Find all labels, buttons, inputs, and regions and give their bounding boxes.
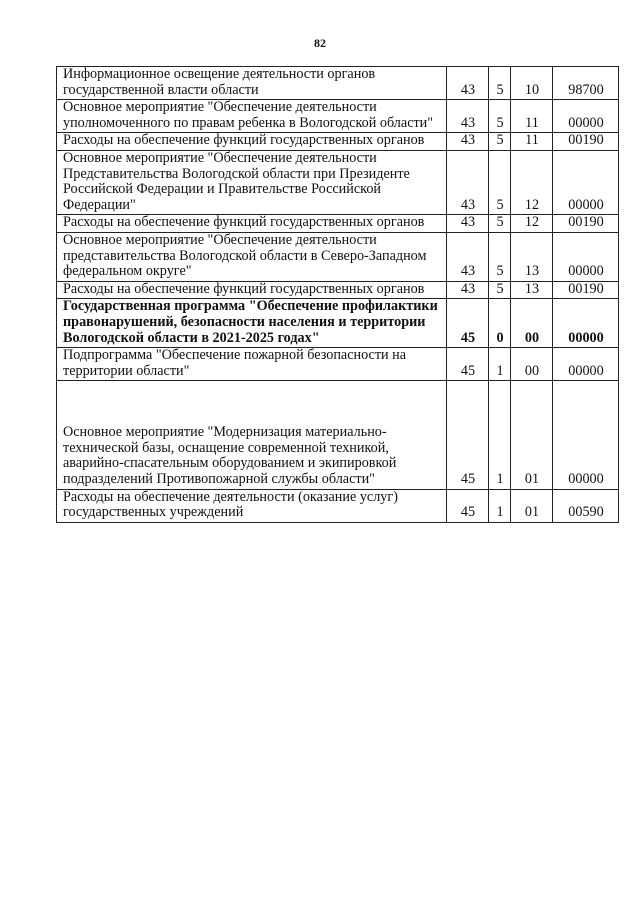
code-subprogram: 5 <box>489 133 511 151</box>
code-program: 45 <box>447 299 489 348</box>
budget-table <box>56 66 619 523</box>
code-direction: 00000 <box>553 232 619 281</box>
table-row <box>57 133 619 151</box>
item-name: Расходы на обеспечение деятельности (оказание услуг) государственных учреждений <box>57 489 447 522</box>
code-direction: 98700 <box>553 67 619 100</box>
table-row <box>57 381 619 489</box>
code-program: 45 <box>447 381 489 489</box>
code-subprogram: 5 <box>489 232 511 281</box>
code-activity: 13 <box>511 232 553 281</box>
item-name: Информационное освещение деятельности органов государственной власти области <box>57 67 447 100</box>
code-subprogram: 5 <box>489 281 511 299</box>
table-row <box>57 100 619 133</box>
code-activity: 01 <box>511 489 553 522</box>
code-program: 43 <box>447 67 489 100</box>
code-program: 45 <box>447 489 489 522</box>
code-direction: 00190 <box>553 133 619 151</box>
code-direction: 00000 <box>553 299 619 348</box>
code-program: 43 <box>447 281 489 299</box>
code-activity: 00 <box>511 348 553 381</box>
code-activity: 10 <box>511 67 553 100</box>
code-subprogram: 5 <box>489 150 511 214</box>
code-direction: 00590 <box>553 489 619 522</box>
item-name: Основное мероприятие "Обеспечение деятельности уполномоченного по правам ребенка в Вологодской области" <box>57 100 447 133</box>
code-subprogram: 5 <box>489 215 511 233</box>
code-subprogram: 5 <box>489 100 511 133</box>
code-program: 45 <box>447 348 489 381</box>
code-direction: 00190 <box>553 215 619 233</box>
item-name: Расходы на обеспечение функций государственных органов <box>57 215 447 233</box>
code-program: 43 <box>447 100 489 133</box>
item-name: Основное мероприятие "Обеспечение деятельности Представительства Вологодской области при Президенте Российской Федерации и Правительстве Российской Федерации" <box>57 150 447 214</box>
code-program: 43 <box>447 133 489 151</box>
code-activity: 12 <box>511 215 553 233</box>
item-name: Основное мероприятие "Модернизация материально-технической базы, оснащение современной техникой, аварийно-спасательным оборудованием и экипировкой подразделений Противопожарной службы области" <box>57 381 447 489</box>
code-direction: 00000 <box>553 348 619 381</box>
table-row <box>57 348 619 381</box>
item-name: Расходы на обеспечение функций государственных органов <box>57 133 447 151</box>
page-number: 82 <box>314 36 326 50</box>
code-subprogram: 1 <box>489 348 511 381</box>
table-row <box>57 232 619 281</box>
code-program: 43 <box>447 232 489 281</box>
code-direction: 00000 <box>553 150 619 214</box>
code-activity: 01 <box>511 381 553 489</box>
table-row <box>57 215 619 233</box>
code-program: 43 <box>447 150 489 214</box>
item-name: Государственная программа "Обеспечение профилактики правонарушений, безопасности населения и территории Вологодской области в 2021-2025 годах" <box>57 299 447 348</box>
code-subprogram: 0 <box>489 299 511 348</box>
item-name: Расходы на обеспечение функций государственных органов <box>57 281 447 299</box>
table-row <box>57 299 619 348</box>
code-direction: 00190 <box>553 281 619 299</box>
table-row <box>57 67 619 100</box>
table-row <box>57 489 619 522</box>
table-row <box>57 150 619 214</box>
code-subprogram: 1 <box>489 381 511 489</box>
table-row <box>57 281 619 299</box>
code-direction: 00000 <box>553 381 619 489</box>
code-subprogram: 1 <box>489 489 511 522</box>
code-program: 43 <box>447 215 489 233</box>
item-name: Основное мероприятие "Обеспечение деятельности представительства Вологодской области в Северо-Западном федеральном округе" <box>57 232 447 281</box>
code-activity: 00 <box>511 299 553 348</box>
code-activity: 13 <box>511 281 553 299</box>
code-activity: 11 <box>511 133 553 151</box>
item-name: Подпрограмма "Обеспечение пожарной безопасности на территории области" <box>57 348 447 381</box>
code-subprogram: 5 <box>489 67 511 100</box>
code-direction: 00000 <box>553 100 619 133</box>
code-activity: 12 <box>511 150 553 214</box>
code-activity: 11 <box>511 100 553 133</box>
